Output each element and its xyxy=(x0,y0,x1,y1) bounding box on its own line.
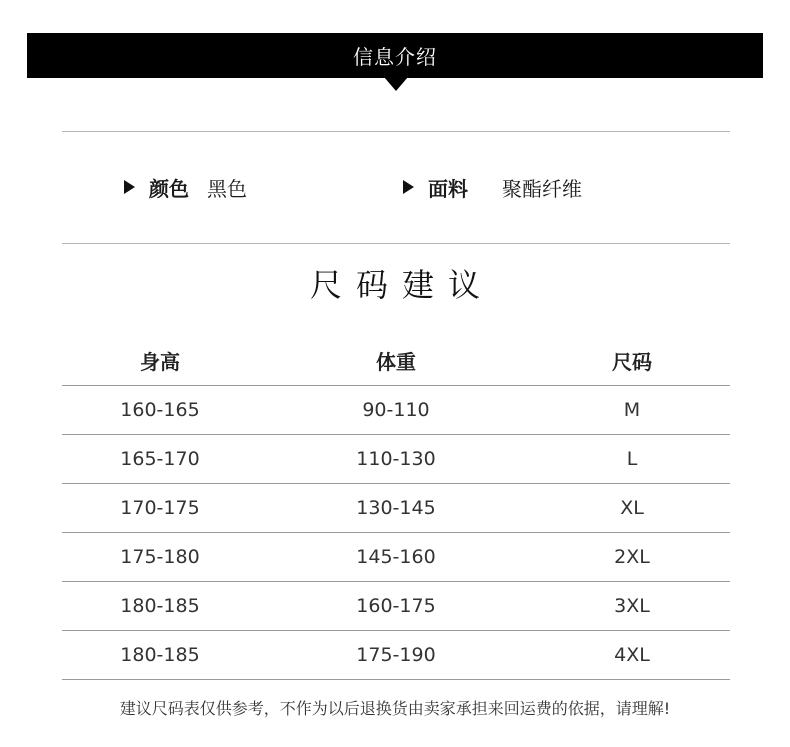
cell-size: XL xyxy=(620,497,644,519)
cell-height: 180-185 xyxy=(120,644,200,666)
banner-pointer xyxy=(384,77,408,91)
size-section-title: 尺码建议 xyxy=(309,266,494,304)
cell-height: 180-185 xyxy=(120,595,200,617)
banner-title: 信息介绍 xyxy=(353,45,437,69)
table-row xyxy=(62,435,730,484)
info-fabric xyxy=(403,172,582,202)
header-height: 身高 xyxy=(140,349,180,374)
cell-weight: 145-160 xyxy=(356,546,436,568)
cell-size: M xyxy=(623,399,641,421)
size-table xyxy=(62,335,730,680)
info-fabric-label: 面料 xyxy=(428,176,468,201)
header-size: 尺码 xyxy=(612,349,652,374)
cell-weight: 175-190 xyxy=(356,644,436,666)
cell-height: 175-180 xyxy=(120,546,200,568)
info-banner xyxy=(27,33,763,78)
size-table-header xyxy=(62,335,730,386)
divider-top xyxy=(62,131,730,132)
triangle-bullet-icon xyxy=(403,180,414,194)
table-row xyxy=(62,484,730,533)
size-disclaimer: 建议尺码表仅供参考，不作为以后退换货由卖家承担来回运费的依据，请理解! xyxy=(119,699,671,718)
cell-weight: 130-145 xyxy=(356,497,436,519)
header-weight: 体重 xyxy=(376,349,416,374)
info-color-value: 黑色 xyxy=(207,176,247,201)
cell-weight: 90-110 xyxy=(362,399,430,421)
table-row xyxy=(62,533,730,582)
cell-size: 3XL xyxy=(614,595,650,617)
cell-size: 2XL xyxy=(614,546,650,568)
divider-middle xyxy=(62,243,730,244)
triangle-bullet-icon xyxy=(124,180,135,194)
table-row xyxy=(62,582,730,631)
table-row xyxy=(62,631,730,680)
info-color xyxy=(124,172,247,202)
cell-size: L xyxy=(626,448,638,470)
cell-height: 160-165 xyxy=(120,399,200,421)
cell-height: 170-175 xyxy=(120,497,200,519)
info-fabric-value: 聚酯纤维 xyxy=(502,176,582,201)
cell-weight: 160-175 xyxy=(356,595,436,617)
table-row xyxy=(62,386,730,435)
cell-weight: 110-130 xyxy=(356,448,436,470)
info-color-label: 颜色 xyxy=(149,176,189,201)
cell-height: 165-170 xyxy=(120,448,200,470)
cell-size: 4XL xyxy=(614,644,650,666)
